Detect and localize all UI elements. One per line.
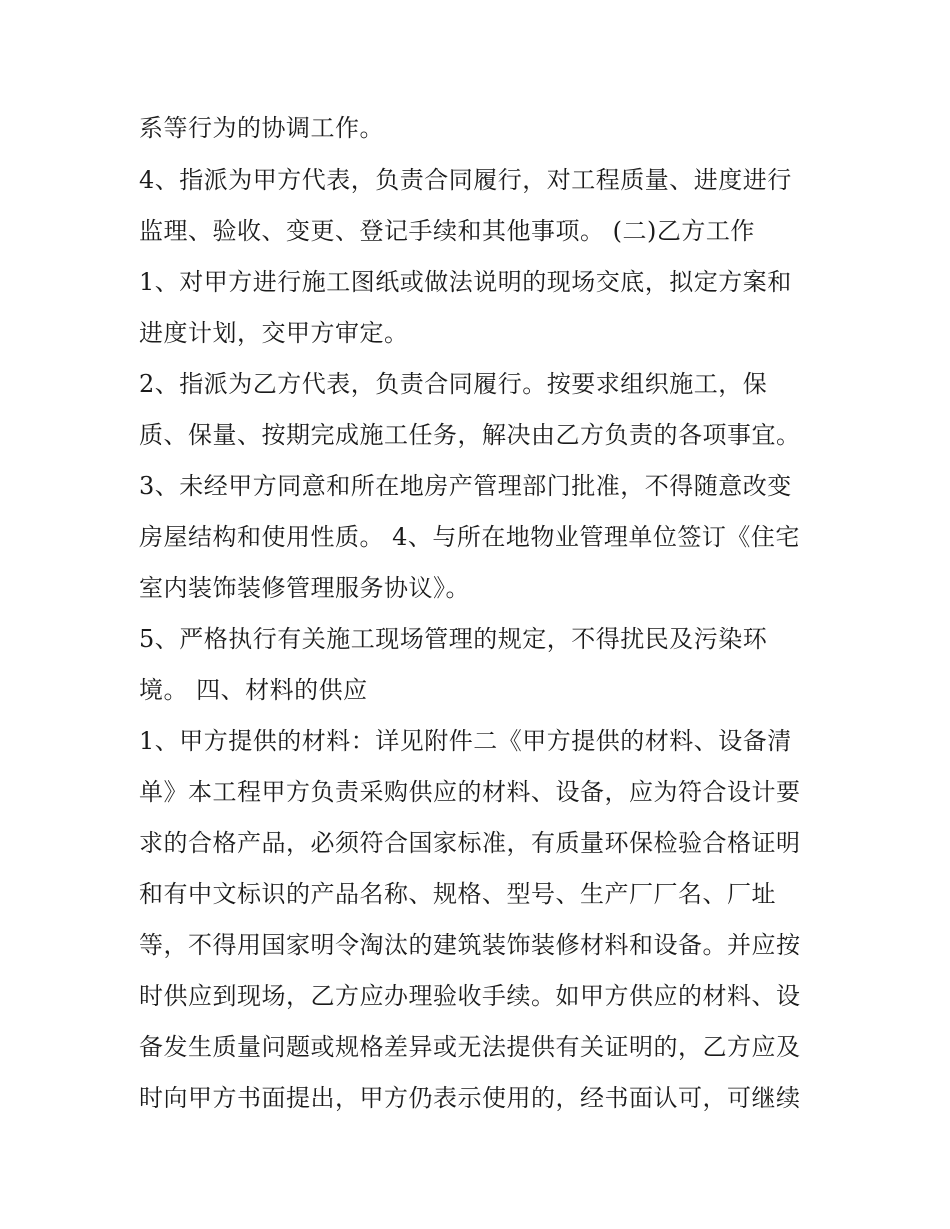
- text-line: 备发生质量问题或规格差异或无法提供有关证明的，乙方应及: [139, 1033, 801, 1061]
- text-line: 2、指派为乙方代表，负责合同履行。按要求组织施工，保: [139, 370, 768, 398]
- text-line: 单》本工程甲方负责采购供应的材料、设备，应为符合设计要: [139, 778, 801, 806]
- text-line: 1、甲方提供的材料：详见附件二《甲方提供的材料、设备清: [139, 727, 792, 755]
- text-line: 时向甲方书面提出，甲方仍表示使用的，经书面认可，可继续: [139, 1084, 801, 1112]
- text-line: 5、严格执行有关施工现场管理的规定，不得扰民及污染环: [139, 625, 768, 653]
- text-line: 3、未经甲方同意和所在地房产管理部门批准，不得随意改变: [139, 472, 792, 500]
- text-line: 境。 四、材料的供应: [139, 676, 368, 704]
- text-line: 进度计划，交甲方审定。: [139, 319, 409, 347]
- text-line: 室内装饰装修管理服务协议》。: [139, 574, 470, 602]
- text-line: 质、保量、按期完成施工任务，解决由乙方负责的各项事宜。: [139, 421, 801, 449]
- text-line: 1、对甲方进行施工图纸或做法说明的现场交底，拟定方案和: [139, 268, 792, 296]
- text-line: 等，不得用国家明令淘汰的建筑装饰装修材料和设备。并应按: [139, 931, 801, 959]
- text-line: 求的合格产品，必须符合国家标准，有质量环保检验合格证明: [139, 829, 801, 857]
- text-line: 4、指派为甲方代表，负责合同履行，对工程质量、进度进行: [139, 166, 792, 194]
- text-line: 和有中文标识的产品名称、规格、型号、生产厂厂名、厂址: [139, 880, 776, 908]
- text-line: 系等行为的协调工作。: [139, 114, 384, 142]
- text-line: 时供应到现场，乙方应办理验收手续。如甲方供应的材料、设: [139, 982, 801, 1010]
- text-line: 监理、验收、变更、登记手续和其他事项。 (二)乙方工作: [139, 217, 755, 245]
- text-line: 房屋结构和使用性质。 4、与所在地物业管理单位签订《住宅: [139, 523, 800, 551]
